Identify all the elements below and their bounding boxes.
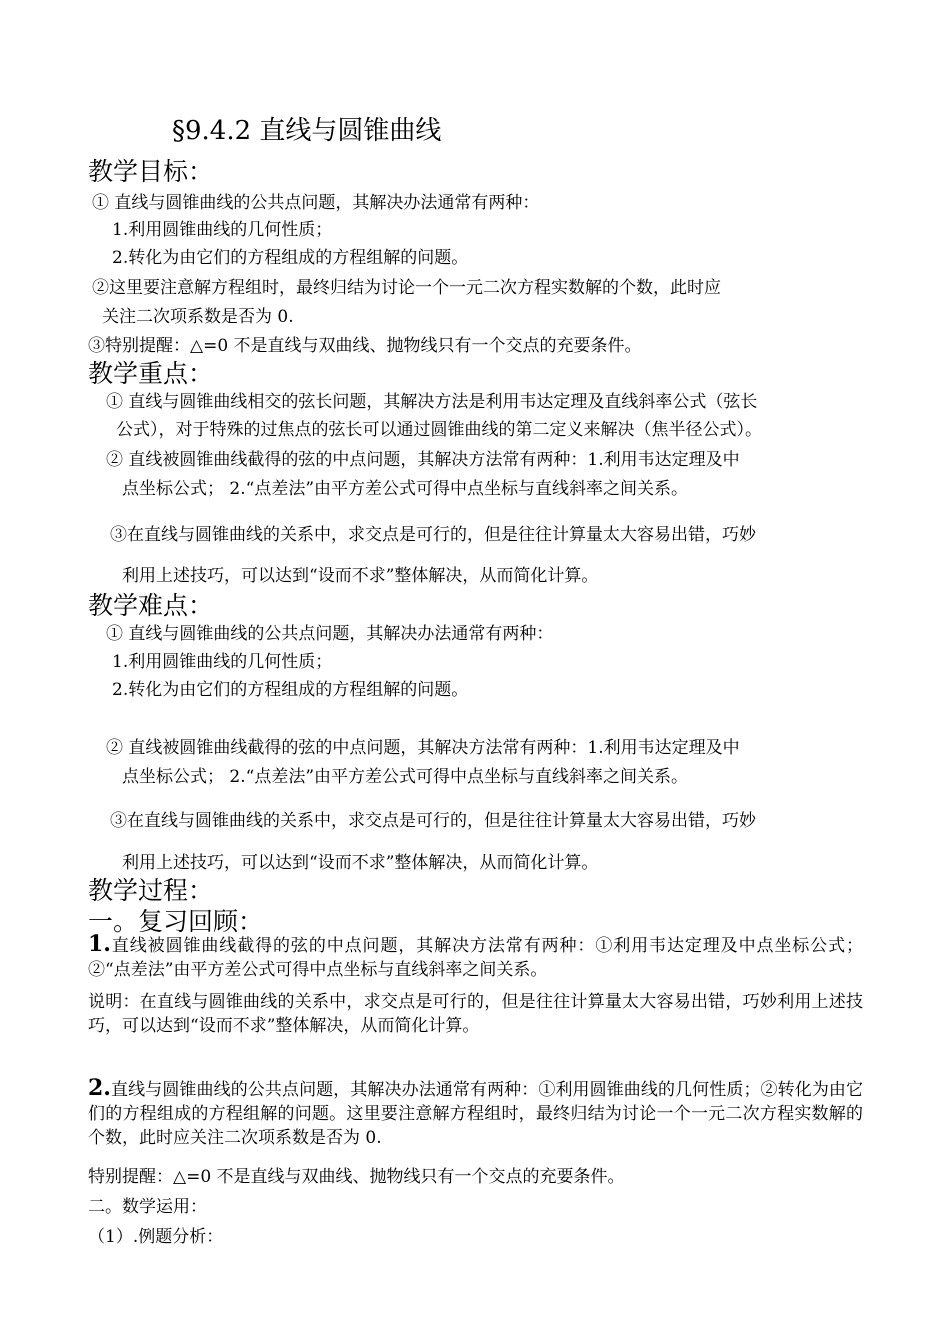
difficulty-line-6: ③在直线与圆锥曲线的关系中，求交点是可行的，但是往往计算量太大容易出错，巧妙 (110, 811, 756, 831)
focus-line-2: 公式），对于特殊的过焦点的弦长可以通过圆锥曲线的第二定义来解决（焦半径公式）。 (116, 420, 762, 440)
focus-line-5: ③在直线与圆锥曲线的关系中，求交点是可行的，但是往往计算量太大容易出错，巧妙 (110, 525, 756, 545)
focus-line-3: ② 直线被圆锥曲线截得的弦的中点问题，其解决方法常有两种：1.利用韦达定理及中 (106, 450, 740, 470)
goals-line-2: 1.利用圆锥曲线的几何性质； (112, 220, 333, 240)
example-analysis-heading: （1）.例题分析： (88, 1227, 224, 1247)
focus-heading: 教学重点： (88, 359, 214, 388)
goals-line-1: ① 直线与圆锥曲线的公共点问题，其解决办法通常有两种： (92, 193, 540, 213)
process-heading: 教学过程： (88, 876, 214, 905)
focus-line-6: 利用上述技巧，可以达到“设而不求”整体解决，从而简化计算。 (122, 566, 599, 586)
focus-line-4: 点坐标公式； 2.“点差法”由平方差公式可得中点坐标与直线斜率之间关系。 (122, 479, 689, 499)
page-title: §9.4.2 直线与圆锥曲线 (172, 116, 442, 146)
difficulty-line-7: 利用上述技巧，可以达到“设而不求”整体解决，从而简化计算。 (122, 853, 599, 873)
difficulty-heading: 教学难点： (88, 591, 214, 620)
review-heading: 一。复习回顾： (88, 907, 264, 936)
goals-line-6: ③特别提醒：△=0 不是直线与双曲线、抛物线只有一个交点的充要条件。 (88, 336, 642, 356)
goals-line-4: ②这里要注意解方程组时，最终归结为讨论一个一元二次方程实数解的个数，此时应 (92, 278, 721, 298)
goals-line-3: 2.转化为由它们的方程组成的方程组解的问题。 (112, 248, 469, 268)
math-application-heading: 二。数学运用： (88, 1197, 207, 1217)
review-note: 说明：在直线与圆锥曲线的关系中，求交点是可行的，但是往往计算量太大容易出错，巧妙利用上述技巧，可以达到“设而不求”整体解决，从而简化计算。 (88, 992, 863, 1036)
review-item-1 (88, 932, 863, 982)
goals-heading: 教学目标： (88, 157, 214, 186)
difficulty-line-1: ① 直线与圆锥曲线的公共点问题，其解决办法通常有两种： (106, 624, 554, 644)
review-item-2-text: 直线与圆锥曲线的公共点问题，其解决办法通常有两种：①利用圆锥曲线的几何性质；②转化为由它们的方程组成的方程组解的问题。这里要注意解方程组时，最终归结为讨论一个一元二次方程实数解的个数，此时应关注二次项系数是否为 0. (88, 1080, 863, 1148)
review-item-2-number: 2. (88, 1075, 111, 1101)
difficulty-line-5: 点坐标公式； 2.“点差法”由平方差公式可得中点坐标与直线斜率之间关系。 (122, 767, 689, 787)
special-reminder: 特别提醒：△=0 不是直线与双曲线、抛物线只有一个交点的充要条件。 (88, 1167, 625, 1187)
difficulty-line-3: 2.转化为由它们的方程组成的方程组解的问题。 (112, 680, 469, 700)
review-item-2 (88, 1076, 863, 1150)
difficulty-line-2: 1.利用圆锥曲线的几何性质； (112, 652, 333, 672)
review-item-1-text: 直线被圆锥曲线截得的弦的中点问题，其解决方法常有两种：①利用韦达定理及中点坐标公式；②“点差法”由平方差公式可得中点坐标与直线斜率之间关系。 (88, 936, 863, 980)
difficulty-line-4: ② 直线被圆锥曲线截得的弦的中点问题，其解决方法常有两种：1.利用韦达定理及中 (106, 738, 740, 758)
focus-line-1: ① 直线与圆锥曲线相交的弦长问题，其解决方法是利用韦达定理及直线斜率公式（弦长 (106, 392, 758, 412)
review-item-1-number: 1. (88, 931, 111, 957)
goals-line-5: 关注二次项系数是否为 0. (102, 307, 294, 327)
